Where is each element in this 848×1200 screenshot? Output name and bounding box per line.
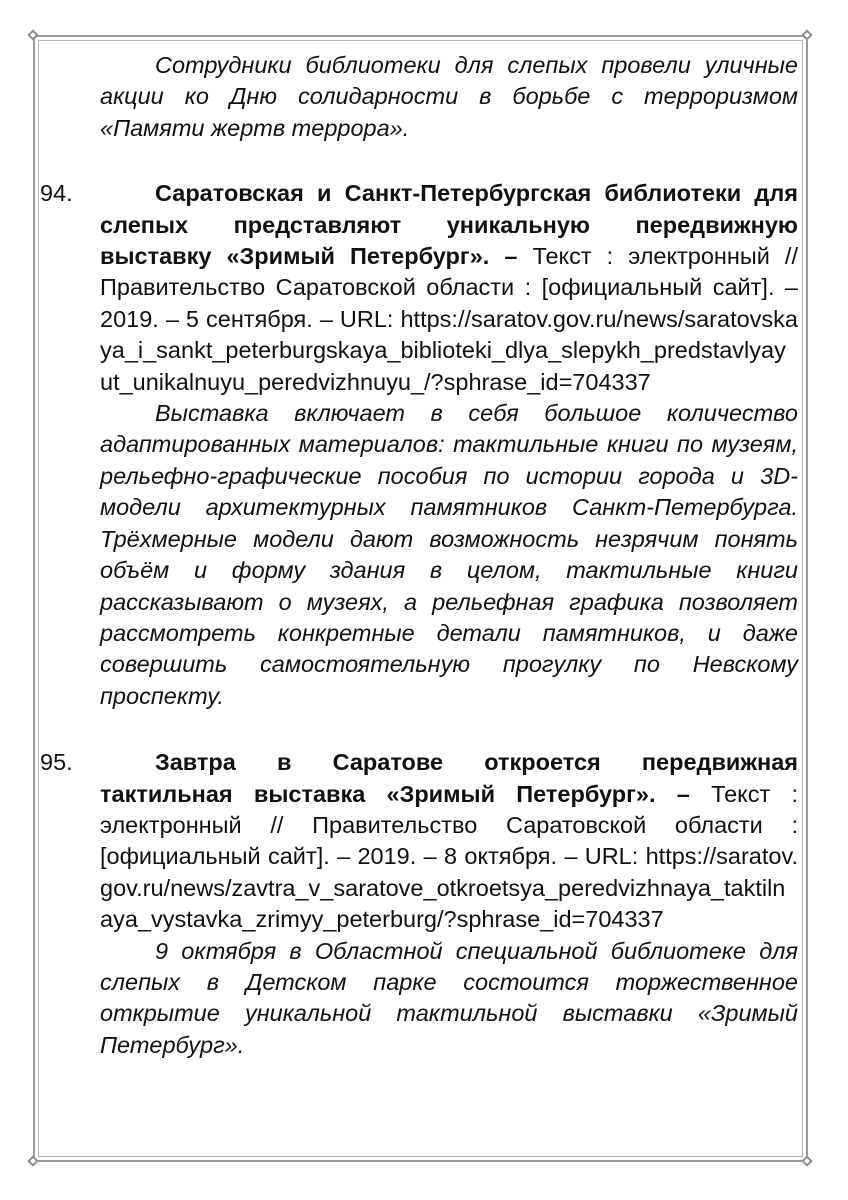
entry-abstract: Выставка включает в себя большое количество адаптированных материалов: тактильные книги по музеям, рельефно-графические пособия по истории города и 3D-модели архитектурных памятников Санкт-Петербурга. Трёхмерные модели дают возможность незрячим понять объём и форму здания в целом, тактильные книги рассказывают о музеях, а рельефная графика позволяет рассмотреть конкретные детали памятников, и даже совершить самостоятельную прогулку по Невскому проспекту. xyxy=(100,400,798,709)
title-dash: – xyxy=(655,780,712,807)
intro-entry xyxy=(40,50,798,144)
entry-title: Саратовская и Санкт-Петербургская библиотеки для слепых представляют уникальную передвижную выставку «Зримый Петербург». xyxy=(100,180,798,270)
title-dash: – xyxy=(489,243,533,270)
entry-source: Текст : электронный // Правительство Саратовской области : [официальный сайт]. – 2019. – 8 октября. – URL: xyxy=(100,780,798,870)
entry-citation xyxy=(100,747,798,935)
entry-source: Текст : электронный // Правительство Саратовской области : [официальный сайт]. – 2019. – 5 сентября. – URL: xyxy=(100,243,798,332)
entry-url-link[interactable]: https://saratov.gov.ru/news/saratovskaya_i_sankt_peterburgskaya_biblioteki_dlya_slepykh_predstavlyayut_unikalnuyu_peredvizhnuyu_/?sphrase_id=704337 xyxy=(100,305,798,395)
entry-number: 94. xyxy=(40,180,73,207)
entry-citation xyxy=(100,178,798,398)
entry-number: 95. xyxy=(40,749,73,776)
entry-title: Завтра в Саратове откроется передвижная тактильная выставка «Зримый Петербург». xyxy=(100,749,798,807)
intro-abstract: Сотрудники библиотеки для слепых провели уличные акции ко Дню солидарности в борьбе с терроризмом «Памяти жертв террора». xyxy=(100,52,798,141)
document-body xyxy=(40,50,798,1061)
bibliography-entry-95 xyxy=(40,747,798,1061)
entry-abstract: 9 октября в Областной специальной библиотеке для слепых в Детском парке состоится торжественное открытие уникальной тактильной выставки «Зримый Петербург». xyxy=(100,937,798,1058)
bibliography-entry-94 xyxy=(40,178,798,712)
entry-url-link[interactable]: https://saratov.gov.ru/news/zavtra_v_saratove_otkroetsya_peredvizhnaya_taktilnaya_vystavka_zrimyy_peterburg/?sphrase_id=704337 xyxy=(100,843,798,933)
